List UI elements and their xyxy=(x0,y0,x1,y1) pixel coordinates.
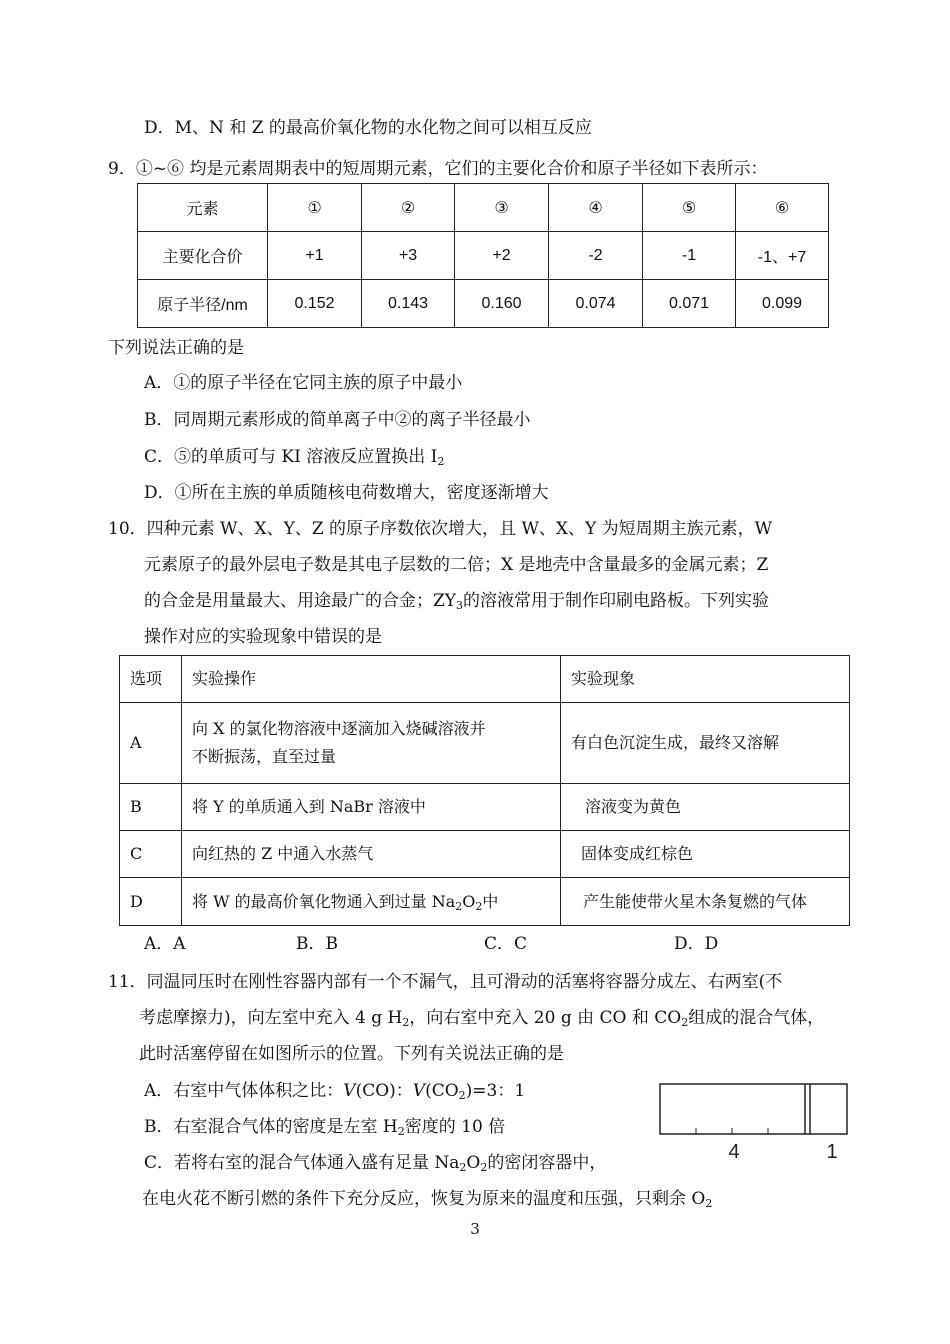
subscript: 2 xyxy=(397,1125,405,1138)
table-row xyxy=(120,703,850,784)
q11-stem-line2 xyxy=(139,1006,824,1030)
subscript: 2 xyxy=(455,899,463,913)
table-cell-line: 不断振荡，直至过量 xyxy=(192,747,337,766)
table-cell: 产生能使带火星木条复燃的气体 xyxy=(561,878,850,926)
q10-table xyxy=(119,655,850,926)
table-cell: 溶液变为黄色 xyxy=(561,784,850,831)
table-cell: 主要化合价 xyxy=(138,232,268,280)
subscript: 2 xyxy=(480,1161,488,1174)
q9-prompt: 下列说法正确的是 xyxy=(108,338,244,358)
subscript: 2 xyxy=(402,1016,410,1029)
table-cell: +1 xyxy=(268,232,362,280)
table-cell: C xyxy=(120,831,182,878)
table-cell: 0.071 xyxy=(643,280,736,328)
table-cell: +3 xyxy=(362,232,455,280)
q11-stem-line2-b: ，向右室中充入 20 g 由 CO 和 CO xyxy=(409,1008,682,1028)
table-cell: 0.074 xyxy=(549,280,643,328)
table-cell: 元素 xyxy=(138,184,268,232)
q10-choice-b: B．B xyxy=(296,934,338,954)
q9-option-c xyxy=(144,445,444,469)
q11-stem-line3: 此时活塞停留在如图所示的位置。下列有关说法正确的是 xyxy=(139,1044,564,1064)
table-cell: A xyxy=(120,703,182,784)
table-header-cell: 实验现象 xyxy=(561,656,850,703)
q11-option-b xyxy=(144,1115,505,1139)
container-outline xyxy=(660,1084,847,1134)
table-cell xyxy=(182,878,561,926)
table-cell: 原子半径/nm xyxy=(138,280,268,328)
q10-choice-c: C．C xyxy=(484,934,528,954)
q11-option-a-lead: A．右室中气体体积之比： xyxy=(144,1081,344,1101)
table-cell-text: 中 xyxy=(482,891,499,911)
table-cell-text: 将 W 的最高价氧化物通入到过量 Na xyxy=(192,891,456,911)
q9-option-d: D．①所在主族的单质随核电荷数增大，密度逐渐增大 xyxy=(144,483,549,503)
table-row xyxy=(138,232,829,280)
table-cell-text: O xyxy=(462,891,476,911)
q11-option-c-text: O xyxy=(466,1153,481,1173)
subscript: 2 xyxy=(459,1161,467,1174)
table-cell: ④ xyxy=(549,184,643,232)
table-row xyxy=(138,184,829,232)
table-cell: +2 xyxy=(455,232,549,280)
q11-option-a-text: (CO xyxy=(425,1081,459,1101)
table-row xyxy=(120,878,850,926)
table-cell: 向红热的 Z 中通入水蒸气 xyxy=(182,831,561,878)
q8-option-d: D．M、N 和 Z 的最高价氧化物的水化物之间可以相互反应 xyxy=(144,118,592,138)
subscript: 2 xyxy=(475,899,483,913)
table-row xyxy=(120,784,850,831)
q10-choice-d: D．D xyxy=(674,934,719,954)
q11-option-b-text: 密度的 10 倍 xyxy=(404,1117,506,1137)
volume-symbol: V xyxy=(412,1081,426,1101)
left-chamber-label: 4 xyxy=(728,1141,740,1162)
q11-option-c-text: 的密闭容器中， xyxy=(487,1153,607,1173)
subscript: 2 xyxy=(705,1197,713,1210)
q11-option-c-line2-text: 在电火花不断引燃的条件下充分反应，恢复为原来的温度和压强，只剩余 O xyxy=(142,1189,706,1209)
q9-stem: 9．①~⑥ 均是元素周期表中的短周期元素，它们的主要化合价和原子半径如下表所示： xyxy=(108,159,768,179)
subscript: 2 xyxy=(458,1089,466,1102)
table-cell: -1 xyxy=(643,232,736,280)
table-cell: B xyxy=(120,784,182,831)
q11-option-c-text: C．若将右室的混合气体通入盛有足量 Na xyxy=(144,1153,460,1173)
table-cell: 将 Y 的单质通入到 NaBr 溶液中 xyxy=(182,784,561,831)
table-cell xyxy=(182,703,561,784)
q9-table xyxy=(137,183,829,328)
table-row xyxy=(120,831,850,878)
subscript: 2 xyxy=(437,455,445,468)
q10-stem-line3-a: 的合金是用量最大、用途最广的合金；ZY xyxy=(144,591,457,611)
table-cell: -1、+7 xyxy=(736,232,829,280)
subscript: 3 xyxy=(456,599,464,612)
right-chamber-label: 1 xyxy=(826,1141,838,1162)
q10-stem-line4: 操作对应的实验现象中错误的是 xyxy=(144,627,382,647)
table-header-cell: 选项 xyxy=(120,656,182,703)
q11-container-diagram xyxy=(656,1082,852,1162)
q11-stem-line1: 11．同温同压时在刚性容器内部有一个不漏气，且可滑动的活塞将容器分成左、右两室(不 xyxy=(108,972,783,992)
q10-stem-line2: 元素原子的最外层电子数是其电子层数的二倍；X 是地壳中含量最多的金属元素；Z xyxy=(144,555,769,575)
table-cell: -2 xyxy=(549,232,643,280)
subscript: 2 xyxy=(681,1016,689,1029)
page-number: 3 xyxy=(470,1220,480,1238)
q11-option-c xyxy=(144,1151,606,1175)
table-cell: 0.160 xyxy=(455,280,549,328)
q11-option-a-text: )=3：1 xyxy=(465,1081,526,1101)
table-cell: 有白色沉淀生成，最终又溶解 xyxy=(561,703,850,784)
table-cell: ③ xyxy=(455,184,549,232)
q9-option-a: A．①的原子半径在它同主族的原子中最小 xyxy=(144,373,463,393)
q9-option-b: B．同周期元素形成的简单离子中②的离子半径最小 xyxy=(144,410,531,430)
table-cell-line: 向 X 的氯化物溶液中逐滴加入烧碱溶液并 xyxy=(192,719,486,738)
table-header-row xyxy=(120,656,850,703)
q11-stem-line2-c: 组成的混合气体， xyxy=(688,1008,825,1028)
table-cell: ① xyxy=(268,184,362,232)
q10-stem-line3 xyxy=(144,589,769,613)
q10-choice-a: A．A xyxy=(144,934,186,954)
q11-option-c-line2 xyxy=(142,1187,712,1211)
table-cell: 0.143 xyxy=(362,280,455,328)
table-cell: ⑥ xyxy=(736,184,829,232)
table-cell: 0.152 xyxy=(268,280,362,328)
q11-option-a xyxy=(144,1079,525,1103)
table-cell: 固体变成红棕色 xyxy=(561,831,850,878)
q11-option-b-text: B．右室混合气体的密度是左室 H xyxy=(144,1117,398,1137)
table-row xyxy=(138,280,829,328)
q10-stem-line1: 10．四种元素 W、X、Y、Z 的原子序数依次增大，且 W、X、Y 为短周期主族元素，W xyxy=(108,519,773,539)
q9-option-c-text: C．⑤的单质可与 KI 溶液反应置换出 I xyxy=(144,447,438,467)
q10-stem-line3-b: 的溶液常用于制作印刷电路板。下列实验 xyxy=(463,591,770,611)
table-cell: ② xyxy=(362,184,455,232)
table-cell: ⑤ xyxy=(643,184,736,232)
table-header-cell: 实验操作 xyxy=(182,656,561,703)
q11-stem-line2-a: 考虑摩擦力)，向左室中充入 4 g H xyxy=(139,1008,403,1028)
q11-option-a-text: (CO)： xyxy=(355,1081,413,1101)
volume-symbol: V xyxy=(343,1081,356,1101)
table-cell: 0.099 xyxy=(736,280,829,328)
table-cell: D xyxy=(120,878,182,926)
